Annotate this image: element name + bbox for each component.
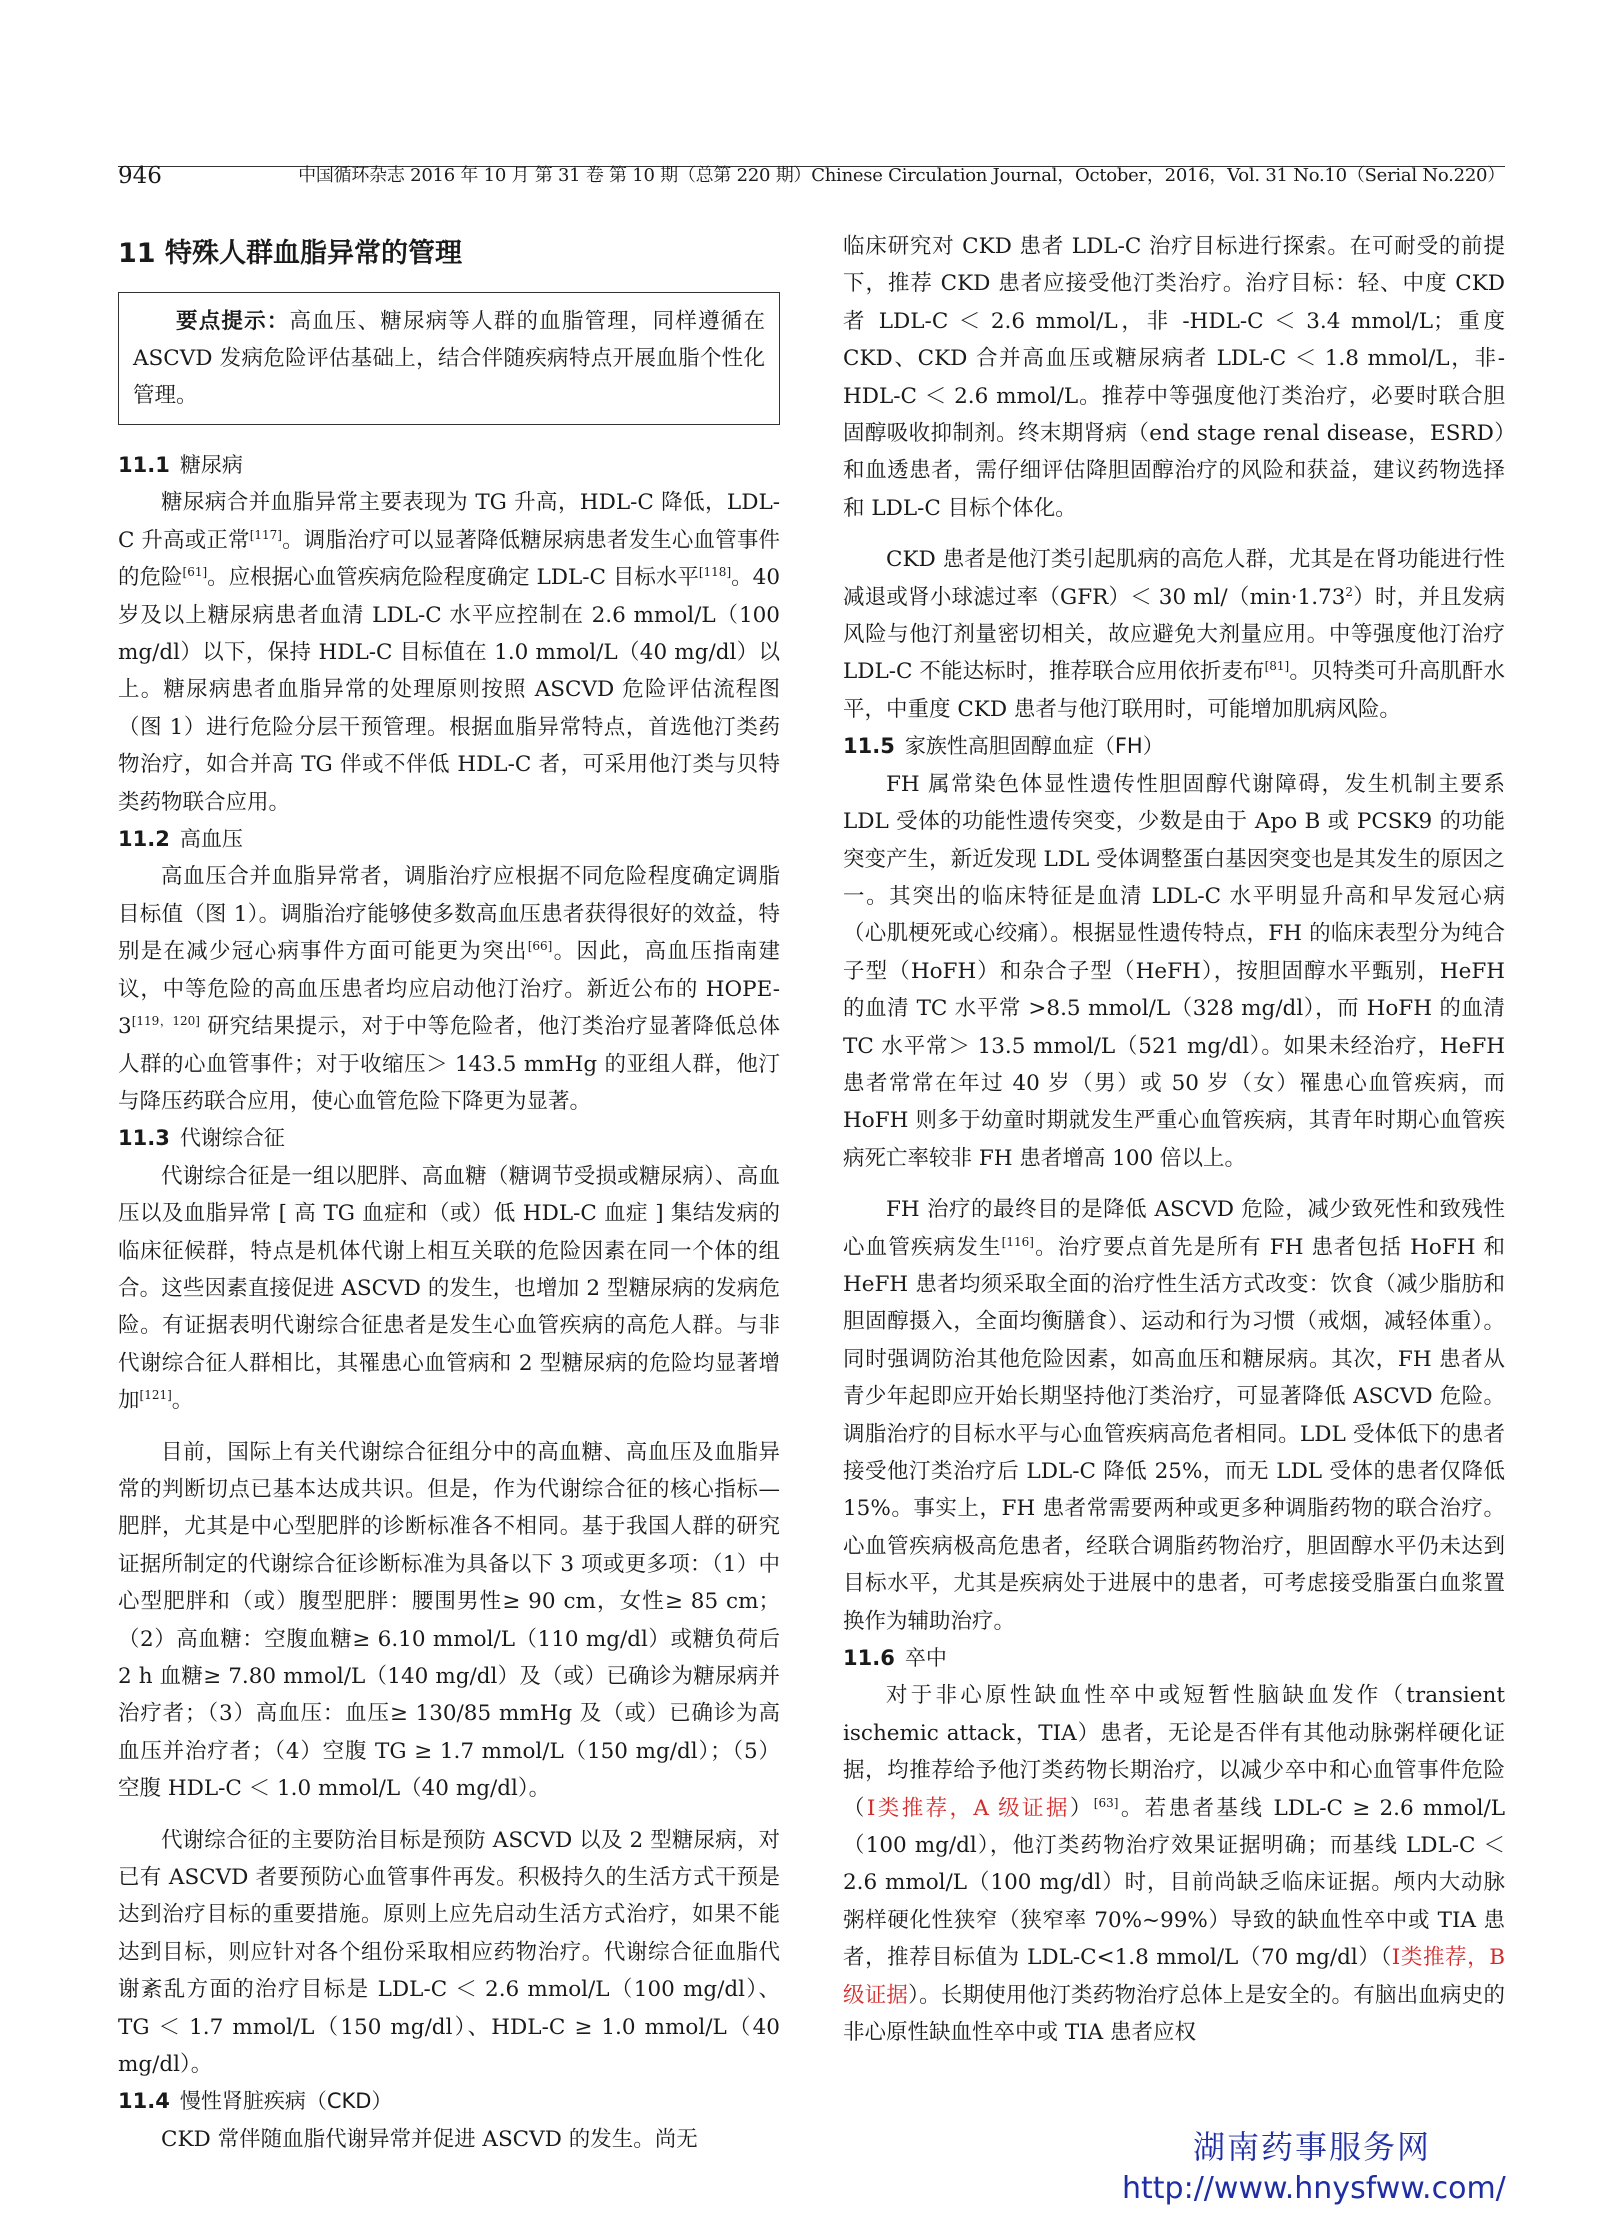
paragraph-fh-1: FH 属常染色体显性遗传性胆固醇代谢障碍，发生机制主要系 LDL 受体的功能性遗传突变，少数是由于 Apo B 或 PCSK9 的功能突变产生，新近发现 LDL 受体调整蛋白基因突变也是其发生的原因之一。其突出的临床特征是血清 LDL-C 水平明显升高和早发冠心病（心肌梗死或心绞痛）。根据显性遗传特点，FH 的临床表型分为纯合子型（HoFH）和杂合子型（HeFH），按胆固醇水平甄别，HeFH 的血清 TC 水平常 >8.5 mmol/L（328 mg/dl），而 HoFH 的血清 TC 水平常＞ 13.5 mmol/L（521 mg/dl）。如果未经治疗，HeFH 患者常常在年过 40 岁（男）或 50 岁（女）罹患心血管疾病，而 HoFH 则多于幼童时期就发生严重心血管疾病，其青年时期心血管疾病死亡率较非 FH 患者增高 100 倍以上。 <box>843 771 1505 1171</box>
citation-ref: [116] <box>1001 1234 1034 1249</box>
paragraph-ckd-start: CKD 常伴随血脂代谢异常并促进 ASCVD 的发生。尚无 <box>161 2126 698 2152</box>
citation-ref: [119，120] <box>131 1014 200 1029</box>
paragraph-fh-2: FH 治疗的最终目的是降低 ASCVD 危险，减少致死性和致残性心血管疾病发生[116]。治疗要点首先是所有 FH 患者包括 HoFH 和 HeFH 患者均须采取全面的治疗性生活方式改变：饮食（减少脂肪和胆固醇摄入，全面均衡膳食）、运动和行为习惯（戒烟，减轻体重）。同时强调防治其他危险因素，如高血压和糖尿病。其次，FH 患者从青少年起即应开始长期坚持他汀类治疗，可显著降低 ASCVD 危险。调脂治疗的目标水平与心血管疾病高危者相同。LDL 受体低下的患者接受他汀类治疗后 LDL-C 降低 25%，而无 LDL 受体的患者仅降低 15%。事实上，FH 患者常需要两种或更多种调脂药物的联合治疗。心血管疾病极高危患者，经联合调脂药物治疗，胆固醇水平仍未达到目标水平，尤其是疾病处于进展中的患者，可考虑接受脂蛋白血浆置换作为辅助治疗。 <box>843 1197 1505 1634</box>
left-column <box>118 230 780 2158</box>
citation-ref: [63] <box>1093 1795 1119 1810</box>
citation-ref: [66] <box>527 939 553 954</box>
page-number: 946 <box>118 163 162 189</box>
citation-ref: [117] <box>249 527 282 542</box>
citation-ref: [61] <box>182 565 208 580</box>
journal-citation: 中国循环杂志 2016 年 10 月 第 31 卷 第 10 期（总第 220 期）Chinese Circulation Journal，October，2016，Vol. 31 No.10（Serial No.220） <box>298 165 1505 186</box>
citation-ref: [81] <box>1264 659 1290 674</box>
subsection-heading-stroke: 11.6 卒中 <box>843 1646 947 1671</box>
right-column <box>843 228 1505 2052</box>
paragraph-metabolic-3: 代谢综合征的主要防治目标是预防 ASCVD 以及 2 型糖尿病，对已有 ASCVD 者要预防心血管事件再发。积极持久的生活方式干预是达到治疗目标的重要措施。原则上应先启动生活方式治疗，如果不能达到目标，则应针对各个组份采取相应药物治疗。代谢综合征血脂代谢紊乱方面的治疗目标是 LDL-C ＜ 2.6 mmol/L（100 mg/dl）、TG ＜ 1.7 mmol/L（150 mg/dl）、HDL-C ≥ 1.0 mmol/L（40 mg/dl）。 <box>118 1827 780 2078</box>
key-points-label: 要点提示： <box>176 309 290 334</box>
site-watermark <box>1122 2125 1506 2209</box>
paragraph-hypertension: 高血压合并血脂异常者，调脂治疗应根据不同危险程度确定调脂目标值（图 1）。调脂治疗能够使多数高血压患者获得很好的效益，特别是在减少冠心病事件方面可能更为突出[66]。因此，高血压指南建议，中等危险的高血压患者均应启动他汀治疗。新近公布的 HOPE-3[119，120] 研究结果提示，对于中等危险者，他汀类治疗显著降低总体人群的心血管事件；对于收缩压＞ 143.5 mmHg 的亚组人群，他汀与降压药联合应用，使心血管危险下降更为显著。 <box>118 864 780 1114</box>
paragraph-ckd-2: CKD 患者是他汀类引起肌病的高危人群，尤其是在肾功能进行性减退或肾小球滤过率（GFR）＜ 30 $ml/(\min\cdot 1.73^2)$时，并且发病风险与他汀剂量密切相关，故应避免大剂量应用。中等强度他汀治疗 LDL-C 不能达标时，推荐联合应用依折麦布[81]。贝特类可升高肌酐水平，中重度 CKD 患者与他汀联用时，可能增加肌病风险。 <box>843 547 1505 722</box>
paragraph-metabolic-2: 目前，国际上有关代谢综合征组分中的高血糖、高血压及血脂异常的判断切点已基本达成共识。但是，作为代谢综合征的核心指标—肥胖，尤其是中心型肥胖的诊断标准各不相同。基于我国人群的研究证据所制定的代谢综合征诊断标准为具备以下 3 项或更多项：（1）中心型肥胖和（或）腹型肥胖：腰围男性≥ 90 cm，女性≥ 85 cm；（2）高血糖：空腹血糖≥ 6.10 mmol/L（110 mg/dl）或糖负荷后 2 h 血糖≥ 7.80 mmol/L（140 mg/dl）及（或）已确诊为糖尿病并治疗者；（3）高血压：血压≥ 130/85 mmHg 及（或）已确诊为高血压并治疗者；（4）空腹 TG ≥ 1.7 mmol/L（150 mg/dl）；（5）空腹 HDL-C ＜ 1.0 mmol/L（40 mg/dl）。 <box>118 1439 780 1802</box>
paragraph-metabolic-1: 代谢综合征是一组以肥胖、高血糖（糖调节受损或糖尿病）、高血压以及血脂异常 [ 高 TG 血症和（或）低 HDL-C 血症 ] 集结发病的临床征候群，特点是机体代谢上相互关联的危险因素在同一个体的组合。这些因素直接促进 ASCVD 的发生，也增加 2 型糖尿病的发病危险。有证据表明代谢综合征患者是发生心血管疾病的高危人群。与非代谢综合征人群相比，其罹患心血管病和 2 型糖尿病的危险均显著增加[121]。 <box>118 1163 780 1414</box>
subsection-heading-fh: 11.5 家族性高胆固醇血症（FH） <box>843 734 1164 759</box>
watermark-url: http://www.hnysfww.com/ <box>1122 2171 1506 2206</box>
subsection-heading-ckd: 11.4 慢性肾脏疾病（CKD） <box>118 2089 393 2114</box>
subsection-heading-hypertension: 11.2 高血压 <box>118 827 243 852</box>
citation-ref: [118] <box>698 565 732 580</box>
subsection-heading-diabetes: 11.1 糖尿病 <box>118 453 243 477</box>
recommendation-level: Ⅰ类推荐，B 级证据 <box>843 1945 1505 2008</box>
key-points-box <box>118 292 780 425</box>
citation-ref: [121] <box>139 1388 172 1403</box>
subsection-heading-metabolic-syndrome: 11.3 代谢综合征 <box>118 1126 285 1151</box>
running-header <box>118 162 1505 189</box>
key-points-text: 高血压、糖尿病等人群的血脂管理，同样遵循在 ASCVD 发病危险评估基础上，结合伴随疾病特点开展血脂个性化管理。 <box>133 309 765 408</box>
paragraph-stroke: 对于非心原性缺血性卒中或短暂性脑缺血发作（transient ischemic attack，TIA）患者，无论是否伴有其他动脉粥样硬化证据，均推荐给予他汀类药物长期治疗，以减少卒中和心血管事件危险（Ⅰ类推荐，A 级证据）[63]。若患者基线 LDL-C ≥ 2.6 mmol/L（100 mg/dl），他汀类药物治疗效果证据明确；而基线 LDL-C ＜ 2.6 mmol/L（100 mg/dl）时，目前尚缺乏临床证据。颅内大动脉粥样硬化性狭窄（狭窄率 70%~99%）导致的缺血性卒中或 TIA 患者，推荐目标值为 LDL-C<1.8 mmol/L（70 mg/dl）（Ⅰ类推荐，B 级证据）。长期使用他汀类药物治疗总体上是安全的。有脑出血病史的非心原性缺血性卒中或 TIA 患者应权 <box>843 1683 1505 2046</box>
paragraph-diabetes: 糖尿病合并血脂异常主要表现为 TG 升高，HDL-C 降低，LDL-C 升高或正常[117]。调脂治疗可以显著降低糖尿病患者发生心血管事件的危险[61]。应根据心血管疾病危险程度确定 LDL-C 目标水平[118]。40 岁及以上糖尿病患者血清 LDL-C 水平应控制在 2.6 mmol/L（100 mg/dl）以下，保持 HDL-C 目标值在 1.0 mmol/L（40 mg/dl）以上。糖尿病患者血脂异常的处理原则按照 ASCVD 危险评估流程图（图 1）进行危险分层干预管理。根据血脂异常特点，首选他汀类药物治疗，如合并高 TG 伴或不伴低 HDL-C 者，可采用他汀类与贝特类药物联合应用。 <box>118 490 781 815</box>
watermark-site-name: 湖南药事服务网 <box>1192 2128 1431 2166</box>
section-title: 11 特殊人群血脂异常的管理 <box>118 238 462 269</box>
recommendation-level: Ⅰ类推荐，A 级证据 <box>866 1795 1070 1821</box>
paragraph-ckd-continued: 临床研究对 CKD 患者 LDL-C 治疗目标进行探索。在可耐受的前提下，推荐 CKD 患者应接受他汀类治疗。治疗目标：轻、中度 CKD 者 LDL-C ＜ 2.6 mmol/L，非 -HDL-C ＜ 3.4 mmol/L；重度 CKD、CKD 合并高血压或糖尿病者 LDL-C ＜ 1.8 mmol/L，非-HDL-C ＜ 2.6 mmol/L。推荐中等强度他汀类治疗，必要时联合胆固醇吸收抑制剂。终末期肾病（end stage renal disease，ESRD）和血透患者，需仔细评估降胆固醇治疗的风险和获益，建议药物选择和 LDL-C 目标个体化。 <box>843 234 1505 521</box>
